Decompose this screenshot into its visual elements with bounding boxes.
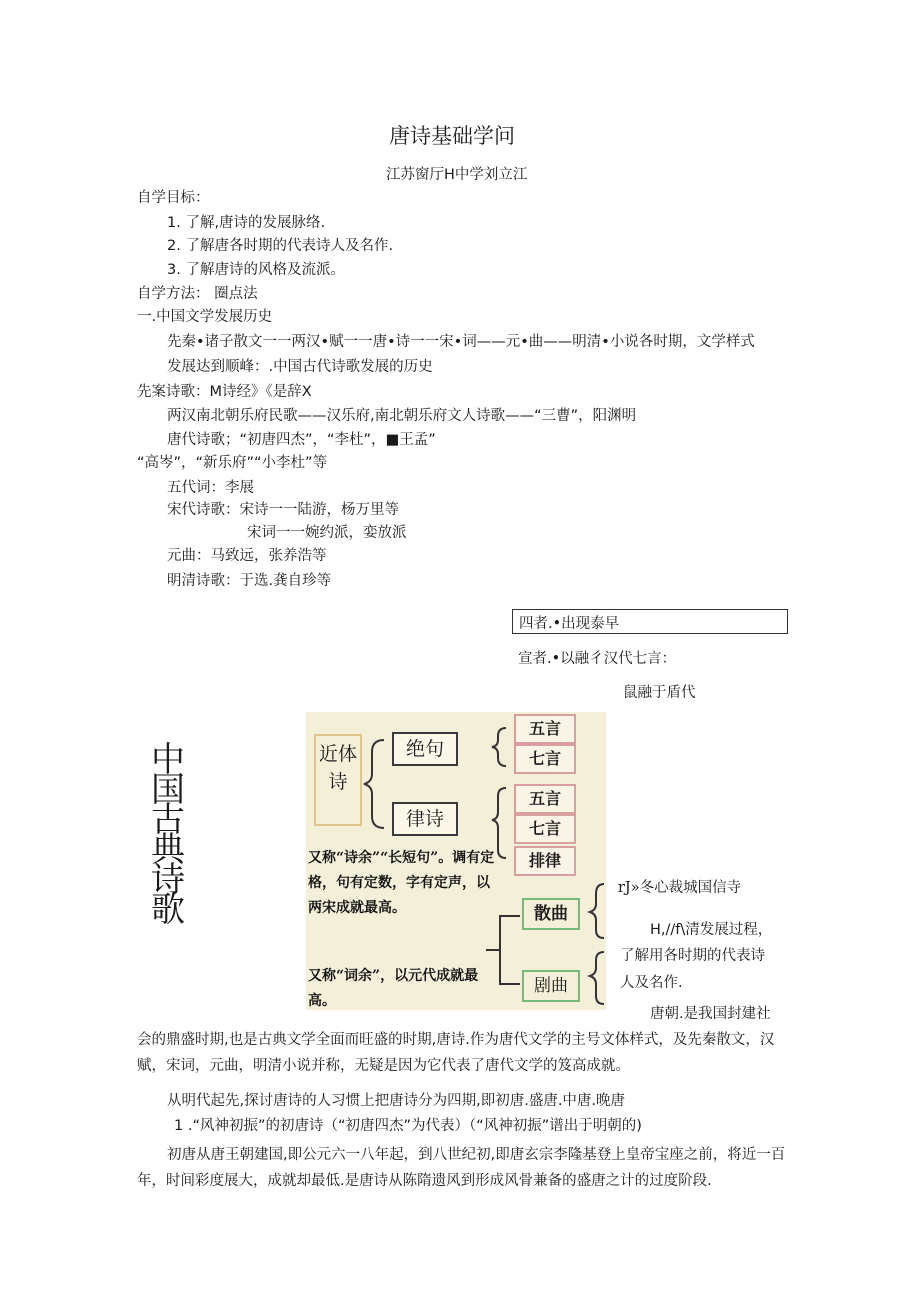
right-note: 唐朝.是我国封建社 <box>650 1006 771 1022</box>
sanqu-label: 散曲 <box>522 898 580 930</box>
wuyan-label: 五言 <box>514 784 576 814</box>
vertical-char: 国 <box>151 770 185 810</box>
goal-item: 2. 了解唐各时期的代表诗人及名作. <box>167 238 394 254</box>
body-paragraph: 会的鼎盛时期,也是古典文学全面而旺盛的时期,唐诗.作为唐代文学的主号文体样式，及先秦散文，汉赋，宋词，元曲，明清小说并称，无疑是因为它代表了唐代文学的笈高成就。 <box>137 1032 775 1074</box>
vertical-char: 典 <box>151 830 185 870</box>
vertical-char: 中 <box>151 740 185 780</box>
author-line: 江苏窗厅H中学刘立江 <box>386 167 528 183</box>
lushi-label: 律诗 <box>392 802 458 836</box>
history-line: 两汉南北朝乐府民歌——汉乐府,南北朝乐府文人诗歌——“三曹”，阳渊明 <box>167 408 637 424</box>
right-note: H,//f\清发展过程， <box>650 922 773 938</box>
history-line: 先案诗歌：M诗经》《是辞X <box>137 384 312 400</box>
body-paragraph: 1 .“风神初振”的初唐诗（“初唐四杰”为代表）（“风神初振”谱出于明朝的) <box>174 1118 642 1134</box>
history-line: 发展达到顺峰：.中国古代诗歌发展的历史 <box>167 359 433 375</box>
body-paragraph: 从明代起先,探讨唐诗的人习惯上把唐诗分为四期,即初唐.盛唐.中唐.晚唐 <box>167 1093 626 1109</box>
history-line: 宋词一一婉约派，娈放派 <box>247 525 407 541</box>
vertical-char: 歌 <box>151 890 185 930</box>
poetry-classification-diagram <box>306 712 606 1010</box>
jinti-label: 近体诗 <box>314 734 362 826</box>
vertical-title <box>150 740 186 930</box>
qiyan-label: 七言 <box>514 814 576 844</box>
juqu-label: 剧曲 <box>522 970 580 1002</box>
history-line: 元曲：马致远，张养浩等 <box>167 548 327 564</box>
side-note-box: 四者.•出现泰早 <box>512 609 788 634</box>
history-line: 明清诗歌：于选.龚自珍等 <box>167 573 332 589</box>
vertical-char: 诗 <box>151 860 185 900</box>
qiyan-label: 七言 <box>514 744 576 774</box>
history-line: 唐代诗歌；“初唐四杰”，“李杜”，■王孟” <box>167 432 436 448</box>
goals-label: 自学目标： <box>137 190 210 206</box>
body-paragraph: 初唐从唐王朝建国,即公元六一八年起，到八世纪初,即唐玄宗李隆基登上皇帝宝座之前，将近一百年，时间彩度展大，成就却最低.是唐诗从陈隋遗风到形成风骨兼备的盛唐之计的过度阶段. <box>137 1147 786 1189</box>
goal-item: 1. 了解,唐诗的发展脉络. <box>167 215 326 231</box>
history-line: 五代词：李展 <box>167 480 254 496</box>
right-note: 人及名作. <box>620 975 683 991</box>
ci-note: 又称“诗余”“长短句”。调有定格，句有定数，字有定声，以两宋成就最高。 <box>308 850 495 916</box>
history-line: “高岑”，“新乐府”“小李杜”等 <box>137 455 328 471</box>
section-heading: 一.中国文学发展历史 <box>137 309 273 325</box>
pailv-label: 排律 <box>514 846 576 876</box>
vertical-char: 古 <box>151 800 185 840</box>
method-label: 自学方法： 圈点法 <box>137 286 258 302</box>
jueju-label: 绝句 <box>392 732 458 766</box>
history-line: 先秦•诸子散文一一两汉•赋一一唐•诗一一宋•词——元•曲——明清•小说各时期，文学样式 <box>167 334 755 350</box>
right-note: rJ»冬心裁城国信寺 <box>618 880 742 896</box>
page-title: 唐诗基础学问 <box>389 124 515 148</box>
goal-item: 3. 了解唐诗的风格及流派。 <box>167 262 345 278</box>
right-note: 了解用各时期的代表诗 <box>620 948 765 964</box>
side-note-line: 鼠融于盾代 <box>623 685 696 701</box>
history-line: 宋代诗歌：宋诗一一陆游，杨万里等 <box>167 502 399 518</box>
side-note-line: 宣者.•以融彳汉代七言： <box>518 651 677 667</box>
wuyan-label: 五言 <box>514 714 576 744</box>
qu-note: 又称“词余”，以元代成就最高。 <box>308 968 479 1009</box>
